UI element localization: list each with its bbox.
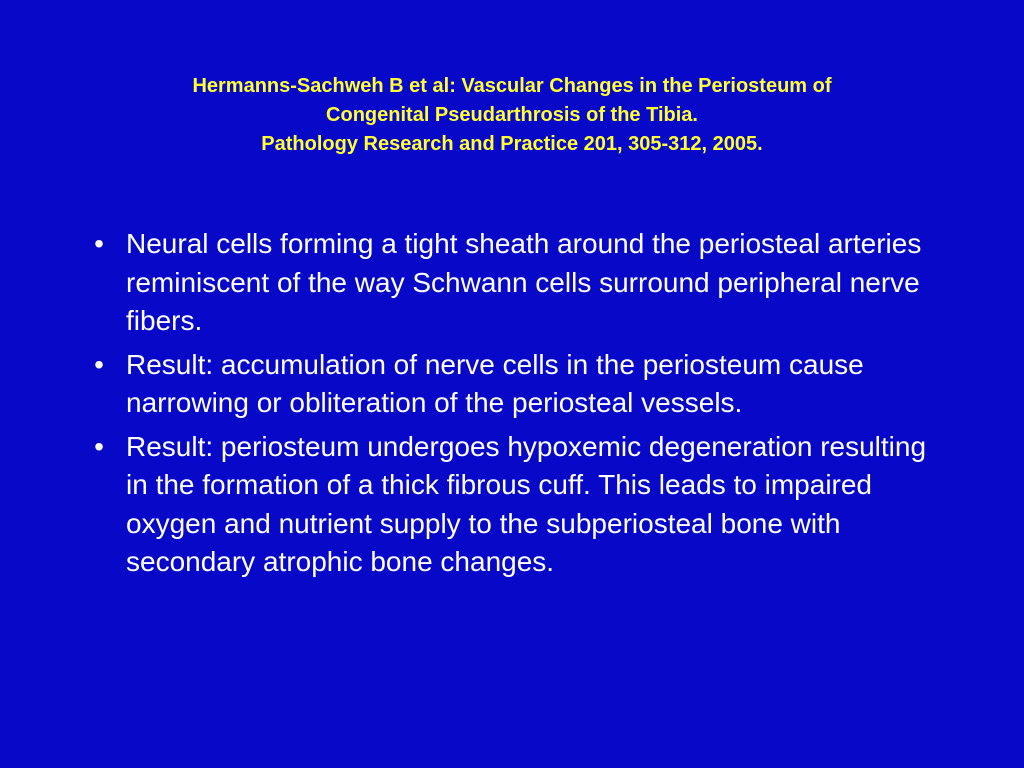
bullet-item-hypoxemic-degeneration [84,428,954,582]
bullet-item-neural-cells [84,225,954,341]
bullet-list [84,225,954,587]
slide-title [40,72,984,159]
bullet-text: Result: periosteum undergoes hypoxemic degeneration resulting in the formation of a thick fibrous cuff. This leads to impaired oxygen and nutrient supply to the subperiosteal bone with secondary atrophic bone changes. [126,430,927,577]
title-line-citation: Hermanns-Sachweh B et al: Vascular Changes in the Periosteum of [192,75,832,97]
title-line-article: Congenital Pseudarthrosis of the Tibia. [326,104,698,126]
bullet-text: Result: accumulation of nerve cells in the periosteum cause narrowing or obliteration of the periosteal vessels. [126,348,864,418]
bullet-item-accumulation [84,346,954,423]
bullet-icon: • [94,348,104,380]
title-line-journal: Pathology Research and Practice 201, 305-312, 2005. [261,133,763,155]
bullet-icon: • [94,430,104,462]
bullet-text: Neural cells forming a tight sheath around the periosteal arteries reminiscent of the way Schwann cells surround peripheral nerve fibers. [126,228,922,336]
bullet-icon: • [94,228,104,259]
